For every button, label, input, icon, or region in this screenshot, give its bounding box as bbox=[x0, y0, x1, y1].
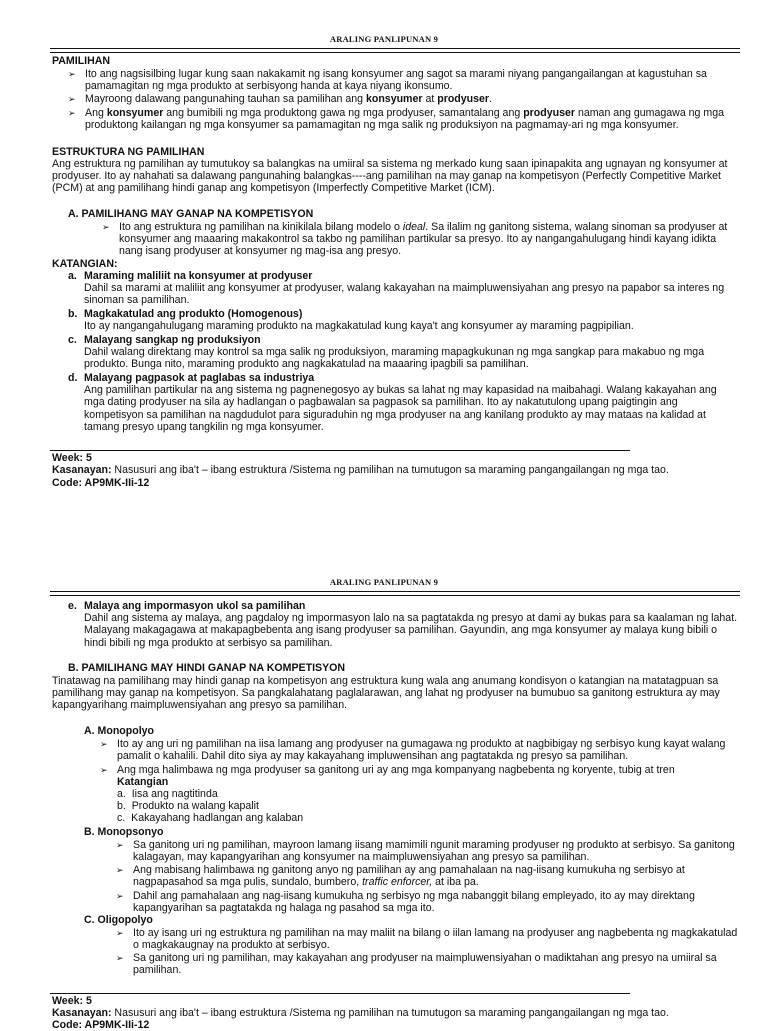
pamilihan-bullet-3: ➢ Ang konsyumer ang bumibili ng mga produktong gawa ng mga prodyuser, samantalang ang prodyuser naman ang gumagawa ng mga produktong kailangan ng mga konsyumer sa pamamagitan ng mga salik ng produksiyon na pagmamay-ari ng mga konsyumer. bbox=[68, 107, 725, 132]
section-title-ganap: A. PAMILIHANG MAY GANAP NA KOMPETISYON bbox=[68, 208, 314, 220]
monopsonyo-title: B. Monopsonyo bbox=[84, 826, 164, 838]
ganap-bullet: ➢ Ito ang estruktura ng pamilihan na kinikilala bilang modelo o ideal. Sa ilalim ng ganitong sistema, walang sinoman sa prodyuser at konsyumer ang maaaring makakontrol sa takbo ng pamilihan partikular sa presyo. Ito ay nangangahulugang hindi kayang idikta nang isang prodyuser at konsyumer ng mag-isa ang presyo. bbox=[102, 221, 728, 258]
monopsonyo-bullet-3: ➢ Dahil ang pamahalaan ang nag-iisang kumukuha ng serbisyo ng mga nabanggit bilang empleyado, ito ay may direktang kapangyarihan sa pagtatakda ng halaga ng pasahod sa mga ito. bbox=[116, 890, 695, 915]
monopolyo-list-a: a. Iisa ang nagtitinda bbox=[117, 788, 218, 800]
monopsonyo-bullet-2: ➢ Ang mabisang halimbawa ng ganitong anyo ng pamilihan ay ang pamahalaan na nag-iisang kumukuha ng serbisyo at nagpapasahod sa mga pulis, sundalo, bumbero, traffic enforcer, at iba pa. bbox=[116, 864, 685, 889]
footer-code: Code: AP9MK-IIi-12 bbox=[52, 477, 150, 489]
oligopolyo-title: C. Oligopolyo bbox=[84, 914, 153, 926]
katangian-item-b: b. Magkakatulad ang produkto (Homogenous) Ito ay nangangahulugang maraming produkto na magkakatulad kung kaya't ang konsyumer ay maraming pagpipilian. bbox=[68, 308, 634, 333]
footer-kasanayan: Kasanayan: Nasusuri ang iba't – ibang estruktura /Sistema ng pamilihan na tumutugon sa maraming pangangailangan ng mga tao. bbox=[52, 464, 669, 476]
katangian-item-c: c. Malayang sangkap ng produksiyon Dahil walang direktang may kontrol sa mga salik ng produksiyon, maraming mapagkukunan ng mga sangkap para makabuo ng mga produkto. Bunga nito, maraming produkto ang nagkakatulad na maaaring ipagbili sa pamilihan. bbox=[68, 334, 705, 371]
footer-week: Week: 5 bbox=[52, 995, 92, 1007]
katangian-title: KATANGIAN: bbox=[52, 258, 118, 270]
oligopolyo-bullet-2: ➢ Sa ganitong uri ng pamilihan, may kakayahan ang prodyuser na maimpluwensiyahan o madiktahan ang presyo na umiiral sa pamilihan. bbox=[116, 952, 717, 977]
footer-rule bbox=[50, 993, 630, 994]
monopolyo-katangian: Katangian bbox=[117, 776, 169, 788]
arrow-bullet-icon: ➢ bbox=[116, 865, 124, 875]
footer-code: Code: AP9MK-IIi-12 bbox=[52, 1019, 150, 1031]
katangian-item-e: e. Malaya ang impormasyon ukol sa pamilihan Dahil ang sistema ay malaya, ang pagdaloy ng impormasyon lalo na sa pagtatakda ng presyo at dami ay bukas para sa kaalaman ng lahat. Malayang makagagawa at makapagbebenta ang isang prodyuser sa pamilihan. Gayundin, ang mga konsyumer ay malaya kung bibili o hindi bibili ng mga produkto at serbisyo sa pamilihan. bbox=[68, 600, 738, 649]
section-title-hindi-ganap: B. PAMILIHANG MAY HINDI GANAP NA KOMPETISYON bbox=[68, 662, 346, 674]
arrow-bullet-icon: ➢ bbox=[68, 94, 76, 104]
arrow-bullet-icon: ➢ bbox=[116, 840, 124, 850]
oligopolyo-bullet-1: ➢ Ito ay isang uri ng estruktura ng pamilihan na may maliit na bilang o iilan lamang na prodyuser ang nagbebenta ng magkakatulad o magkakaugnay na produkto at serbisyo. bbox=[116, 927, 738, 952]
monopolyo-list-c: c. Kakayahang hadlangan ang kalaban bbox=[117, 812, 304, 824]
arrow-bullet-icon: ➢ bbox=[68, 69, 76, 79]
monopolyo-list-b: b. Produkto na walang kapalit bbox=[117, 800, 259, 812]
arrow-bullet-icon: ➢ bbox=[116, 891, 124, 901]
pamilihan-bullet-1: ➢ Ito ang nagsisilbing lugar kung saan nakakamit ng isang konsyumer ang sagot sa marami niyang pangangailangan at kagustuhan sa pamamagitan ng mga produkto at serbisyong handa at kaya niyang ikonsumo. bbox=[68, 68, 707, 93]
monopolyo-title: A. Monopolyo bbox=[84, 725, 155, 737]
page1-header: ARALING PANLIPUNAN 9 bbox=[329, 34, 439, 44]
header-rule bbox=[50, 591, 740, 596]
section-title-estruktura: ESTRUKTURA NG PAMILIHAN bbox=[52, 146, 205, 158]
arrow-bullet-icon: ➢ bbox=[102, 222, 110, 232]
katangian-item-d: d. Malayang pagpasok at paglabas sa industriya Ang pamilihan partikular na ang sistema ng pagnenegosyo ay bukas sa lahat ng may kapasidad na maibahagi. Walang kakayahan ang mga dating prodyuser na sila ay hadlangan o pagbawalan sa pagpasok sa pamilihan. Ito ay nakatutulong upang paigtingin ang kompetisyon sa pamilihan na nagdudulot para siguraduhin ng mga prodyuser na ang kanilang produkto ay may mataas na kalidad at tamang presyo upang tangkilin ng mga konsyumer. bbox=[68, 372, 717, 433]
arrow-bullet-icon: ➢ bbox=[116, 928, 124, 938]
monopsonyo-bullet-1: ➢ Sa ganitong uri ng pamilihan, mayroon lamang iisang mamimili ngunit maraming prodyuser ng produkto at serbisyo. Sa ganitong kalagayan, may kapangyarihan ang konsyumer na maimpluwensiyahan ang presyo sa pamilihan. bbox=[116, 839, 735, 864]
footer-week: Week: 5 bbox=[52, 452, 92, 464]
katangian-item-a: a. Maraming maliliit na konsyumer at prodyuser Dahil sa marami at maliliit ang konsyumer at prodyuser, walang kakayahan na maimpluwensiyahan ang presyo na papabor sa interes ng sinoman sa pamilihan. bbox=[68, 270, 725, 307]
arrow-bullet-icon: ➢ bbox=[116, 953, 124, 963]
header-rule bbox=[50, 48, 740, 53]
page2-header: ARALING PANLIPUNAN 9 bbox=[329, 577, 439, 587]
section-title-pamilihan: PAMILIHAN bbox=[52, 55, 111, 67]
arrow-bullet-icon: ➢ bbox=[100, 739, 108, 749]
monopolyo-bullet-2: ➢ Ang mga halimbawa ng mga prodyuser sa ganitong uri ay ang mga kompanyang nagbebenta ng koryente, tubig at tren bbox=[100, 764, 675, 776]
hindi-ganap-body: Tinatawag na pamilihang may hindi ganap na kompetisyon ang estruktura kung wala ang anumang kondisyon o katangian na matatagpuan sa pamilihang may ganap na kompetisyon. Sa pangkalahatang paglalarawan, ang lahat ng prodyuser na bumubuo sa ganitong estruktura ay may kapangyarihang maimpluwensiyahan ang presyo sa pamilihan. bbox=[52, 675, 720, 712]
footer-kasanayan: Kasanayan: Nasusuri ang iba't – ibang estruktura /Sistema ng pamilihan na tumutugon sa maraming pangangailangan ng mga tao. bbox=[52, 1007, 669, 1019]
footer-rule bbox=[50, 450, 630, 451]
monopolyo-bullet-1: ➢ Ito ay ang uri ng pamilihan na iisa lamang ang prodyuser na gumagawa ng produkto at nagbibigay ng serbisyo kung kayat walang pamalit o kahalili. Dahil dito siya ay may kakayahang impluwensihan ang pagtatakda ng presyo sa pamilihan. bbox=[100, 738, 726, 763]
pamilihan-bullet-2: ➢ Mayroong dalawang pangunahing tauhan sa pamilihan ang konsyumer at prodyuser. bbox=[68, 93, 492, 105]
arrow-bullet-icon: ➢ bbox=[68, 108, 76, 118]
arrow-bullet-icon: ➢ bbox=[100, 765, 108, 775]
estruktura-body: Ang estruktura ng pamilihan ay tumutukoy sa balangkas na umiiral sa sistema ng merkado kung saan ipinapakita ang ugnayan ng konsyumer at prodyuser. Ito ay nahahati sa dalawang pangunahing balangkas----ang pamilihan na may ganap na kompetisyon (Perfectly Competitive Market (PCM) at ang pamilihang hindi ganap ang kompetisyon (Imperfectly Competitive Market (ICM). bbox=[52, 158, 728, 195]
